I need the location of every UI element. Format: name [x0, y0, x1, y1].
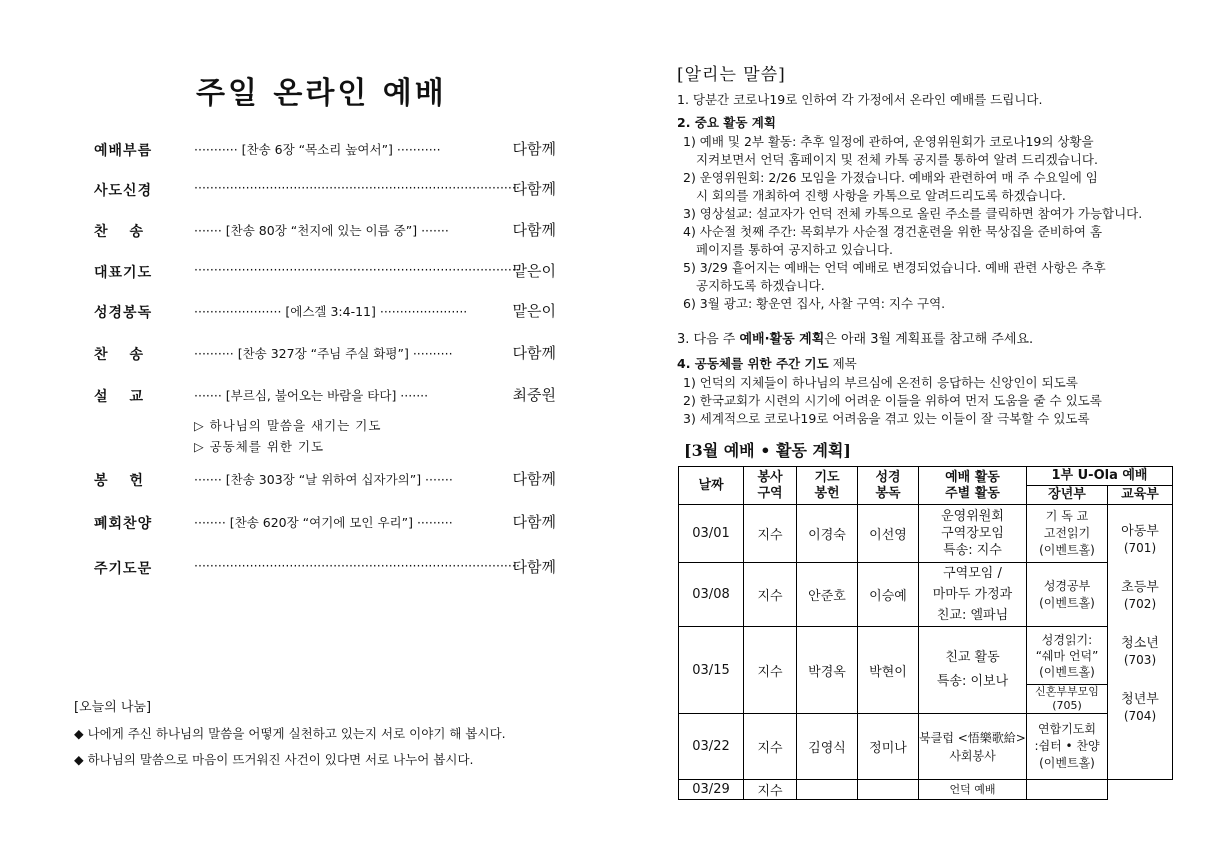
- order-row: [94, 300, 564, 322]
- list-item: 1) 언덕의 지체들이 하나님의 부르심에 온전히 응답하는 신앙인이 되도록: [683, 375, 1078, 390]
- order-label: 예배부름: [94, 143, 153, 159]
- schedule-title: [3월 예배 • 활동 계획]: [684, 441, 851, 460]
- header-adult: 장년부: [1027, 486, 1108, 505]
- list-item: 6) 3월 광고: 황운연 집사, 사찰 구역: 지수 구역.: [683, 296, 946, 311]
- page-title: 주일 온라인 예배: [196, 76, 447, 111]
- cell-date: 03/22: [679, 714, 744, 780]
- edu-dept: 청소년 (703): [1121, 636, 1159, 667]
- order-detail: ······················ [에스겔 3:4-11] ······················: [194, 304, 468, 319]
- table-row: [679, 505, 1173, 563]
- cell-activity: 북클럽 <悟樂歌給> 사회봉사: [919, 714, 1027, 780]
- cell-bible: 박현이: [858, 627, 919, 714]
- cell-adult: 성경공부 (이벤트홀): [1027, 563, 1108, 627]
- list-item: 페이지를 통하여 공지하고 있습니다.: [696, 242, 894, 257]
- cell-activity: 구역모임 / 마마두 가정과 친교: 엘파님: [919, 563, 1027, 627]
- list-item: 3) 세계적으로 코로나19로 어려움을 겪고 있는 이들이 잘 극복할 수 있도록: [683, 411, 1090, 426]
- share-item-2: ◆ 하나님의 말씀으로 마음이 뜨거워진 사건이 있다면 서로 나누어 봅시다.: [74, 752, 474, 767]
- schedule-table: [678, 466, 1173, 800]
- order-detail: ······· [부르심, 불어오는 바람을 타다] ·······: [194, 388, 429, 403]
- announcement-2-title: 2. 중요 활동 계획: [677, 115, 776, 130]
- list-item: 시 회의를 개최하여 진행 사항을 카톡으로 알려드리도록 하겠습니다.: [696, 188, 1066, 203]
- header-bible: 성경 봉독: [858, 467, 919, 505]
- cell-adult: 성경읽기: “쉐마 언덕” (이벤트홀): [1027, 627, 1108, 685]
- cell-date: 03/01: [679, 505, 744, 563]
- order-detail: ········ [찬송 620장 “여기에 모인 우리”] ·········: [194, 515, 453, 530]
- cell-bible: [858, 780, 919, 800]
- order-leader: 최중원: [512, 386, 556, 404]
- order-leader: 다함께: [512, 221, 556, 239]
- prayer-list: [677, 374, 1192, 428]
- cell-bible: 이승예: [858, 563, 919, 627]
- order-label: 봉헌: [94, 473, 166, 489]
- order-detail: ·········· [찬송 327장 “주님 주실 화평”] ··········: [194, 346, 453, 361]
- worship-order-panel: [0, 0, 600, 867]
- order-leader: 다함께: [512, 513, 556, 531]
- activity-plan-list: [677, 133, 1192, 313]
- cell-prayer: 김영식: [797, 714, 858, 780]
- cell-adult: 연합기도회 :쉼터 • 찬양 (이벤트홀): [1027, 714, 1108, 780]
- cell-adult-2: 신혼부부모임 (705): [1027, 685, 1108, 714]
- header-activity: 예배 활동 주별 활동: [919, 467, 1027, 505]
- announcements-panel: [672, 0, 1192, 867]
- order-label: 사도신경: [94, 183, 153, 199]
- order-detail: ··················································································: [194, 262, 520, 277]
- order-row: [94, 511, 564, 533]
- order-row: [94, 556, 564, 578]
- share-item-1: ◆ 나에게 주신 하나님의 말씀을 어떻게 실천하고 있는지 서로 이야기 해 봅시다.: [74, 726, 506, 741]
- header-date: 날짜: [679, 467, 744, 505]
- order-label: 찬송: [94, 224, 166, 240]
- order-label: 찬송: [94, 347, 166, 363]
- announcement-3: 3. 다음 주 예배·활동 계획은 아래 3월 계획표를 참고해 주세요.: [677, 332, 1034, 347]
- cell-activity: 언덕 예배: [919, 780, 1027, 800]
- order-row: [94, 138, 564, 160]
- cell-adult: 기 독 교 고전읽기 (이벤트홀): [1027, 505, 1108, 563]
- cell-serve: 지수: [744, 627, 797, 714]
- cell-date: 03/15: [679, 627, 744, 714]
- cell-prayer: [797, 780, 858, 800]
- order-row: [94, 219, 564, 241]
- cell-serve: 지수: [744, 505, 797, 563]
- list-item: 2) 한국교회가 시련의 시기에 어려운 이들을 위하여 먼저 도움을 줄 수 있도록: [683, 393, 1102, 408]
- list-item: 4) 사순절 첫째 주간: 목회부가 사순절 경건훈련을 위한 묵상집을 준비하여 홈: [683, 224, 1103, 239]
- order-leader: 맡은이: [512, 302, 556, 320]
- edu-dept: 초등부 (702): [1121, 580, 1159, 611]
- order-row: [94, 384, 564, 406]
- list-item: 3) 영상설교: 설교자가 언덕 전체 카톡으로 올린 주소를 클릭하면 참여가 가능합니다.: [683, 206, 1143, 221]
- order-detail: ······· [찬송 80장 “천지에 있는 이름 중”] ·······: [194, 223, 449, 238]
- list-item: 1) 예배 및 2부 활동: 추후 일정에 관하여, 운영위원회가 코로나19의 상황을: [683, 134, 1094, 149]
- cell-serve: 지수: [744, 563, 797, 627]
- table-row: [679, 714, 1173, 780]
- cell-activity: 친교 활동 특송: 이보나: [919, 627, 1027, 714]
- order-leader: 다함께: [512, 180, 556, 198]
- order-leader: 맡은이: [512, 262, 556, 280]
- announcements-title: [알리는 말씀]: [677, 65, 786, 85]
- list-item: 2) 운영위원회: 2/26 모임을 가졌습니다. 예배와 관련하여 매 주 수요일에 임: [683, 170, 1098, 185]
- header-serve: 봉사 구역: [744, 467, 797, 505]
- cell-date: 03/29: [679, 780, 744, 800]
- list-item: 지켜보면서 언덕 홈페이지 및 전체 카톡 공지를 통하여 알려 드리겠습니다.: [696, 152, 1098, 167]
- order-label: 주기도문: [94, 561, 153, 577]
- cell-bible: 이선영: [858, 505, 919, 563]
- cell-activity: 운영위원회 구역장모임 특송: 지수: [919, 505, 1027, 563]
- sermon-sub-1: ▷ 하나님의 말씀을 새기는 기도: [194, 418, 382, 433]
- edu-dept: 청년부 (704): [1121, 692, 1159, 723]
- list-item: 5) 3/29 흩어지는 예배는 언덕 예배로 변경되었습니다. 예배 관련 사항은 추후: [683, 260, 1106, 275]
- order-row: [94, 342, 564, 364]
- cell-serve: 지수: [744, 780, 797, 800]
- sermon-sub-2: ▷ 공동체를 위한 기도: [194, 439, 325, 454]
- order-row: [94, 468, 564, 490]
- cell-adult: [1027, 780, 1108, 800]
- edu-dept: 아동부 (701): [1121, 524, 1159, 555]
- order-leader: 다함께: [512, 470, 556, 488]
- cell-date: 03/08: [679, 563, 744, 627]
- cell-serve: 지수: [744, 714, 797, 780]
- order-row: [94, 260, 564, 282]
- order-leader: 다함께: [512, 344, 556, 362]
- order-row: [94, 178, 564, 200]
- cell-bible: 정미나: [858, 714, 919, 780]
- cell-prayer: 안준호: [797, 563, 858, 627]
- order-leader: 다함께: [512, 140, 556, 158]
- share-title: [오늘의 나눔]: [74, 700, 152, 715]
- order-label: 설교: [94, 389, 166, 405]
- order-label: 폐회찬양: [94, 516, 153, 532]
- header-prayer: 기도 봉헌: [797, 467, 858, 505]
- cell-prayer: 박경옥: [797, 627, 858, 714]
- order-detail: ··········· [찬송 6장 “목소리 높여서”] ···········: [194, 142, 441, 157]
- header-part1: 1부 U-Ola 예배: [1027, 467, 1173, 486]
- order-leader: 다함께: [512, 558, 556, 576]
- cell-education: [1108, 505, 1173, 780]
- table-row: [679, 563, 1173, 627]
- cell-prayer: 이경숙: [797, 505, 858, 563]
- order-label: 성경봉독: [94, 305, 153, 321]
- order-detail: ··················································································: [194, 558, 520, 573]
- announcement-1: 1. 당분간 코로나19로 인하여 각 가정에서 온라인 예배를 드립니다.: [677, 92, 1043, 107]
- table-row: [679, 627, 1173, 685]
- table-row: [679, 780, 1173, 800]
- order-label: 대표기도: [94, 265, 153, 281]
- order-detail: ······· [찬송 303장 “날 위하여 십자가의”] ·······: [194, 472, 453, 487]
- list-item: 공지하도록 하겠습니다.: [696, 278, 825, 293]
- header-edu: 교육부: [1108, 486, 1173, 505]
- order-detail: ··················································································: [194, 180, 520, 195]
- announcement-4: 4. 공동체를 위한 주간 기도 제목: [677, 356, 857, 371]
